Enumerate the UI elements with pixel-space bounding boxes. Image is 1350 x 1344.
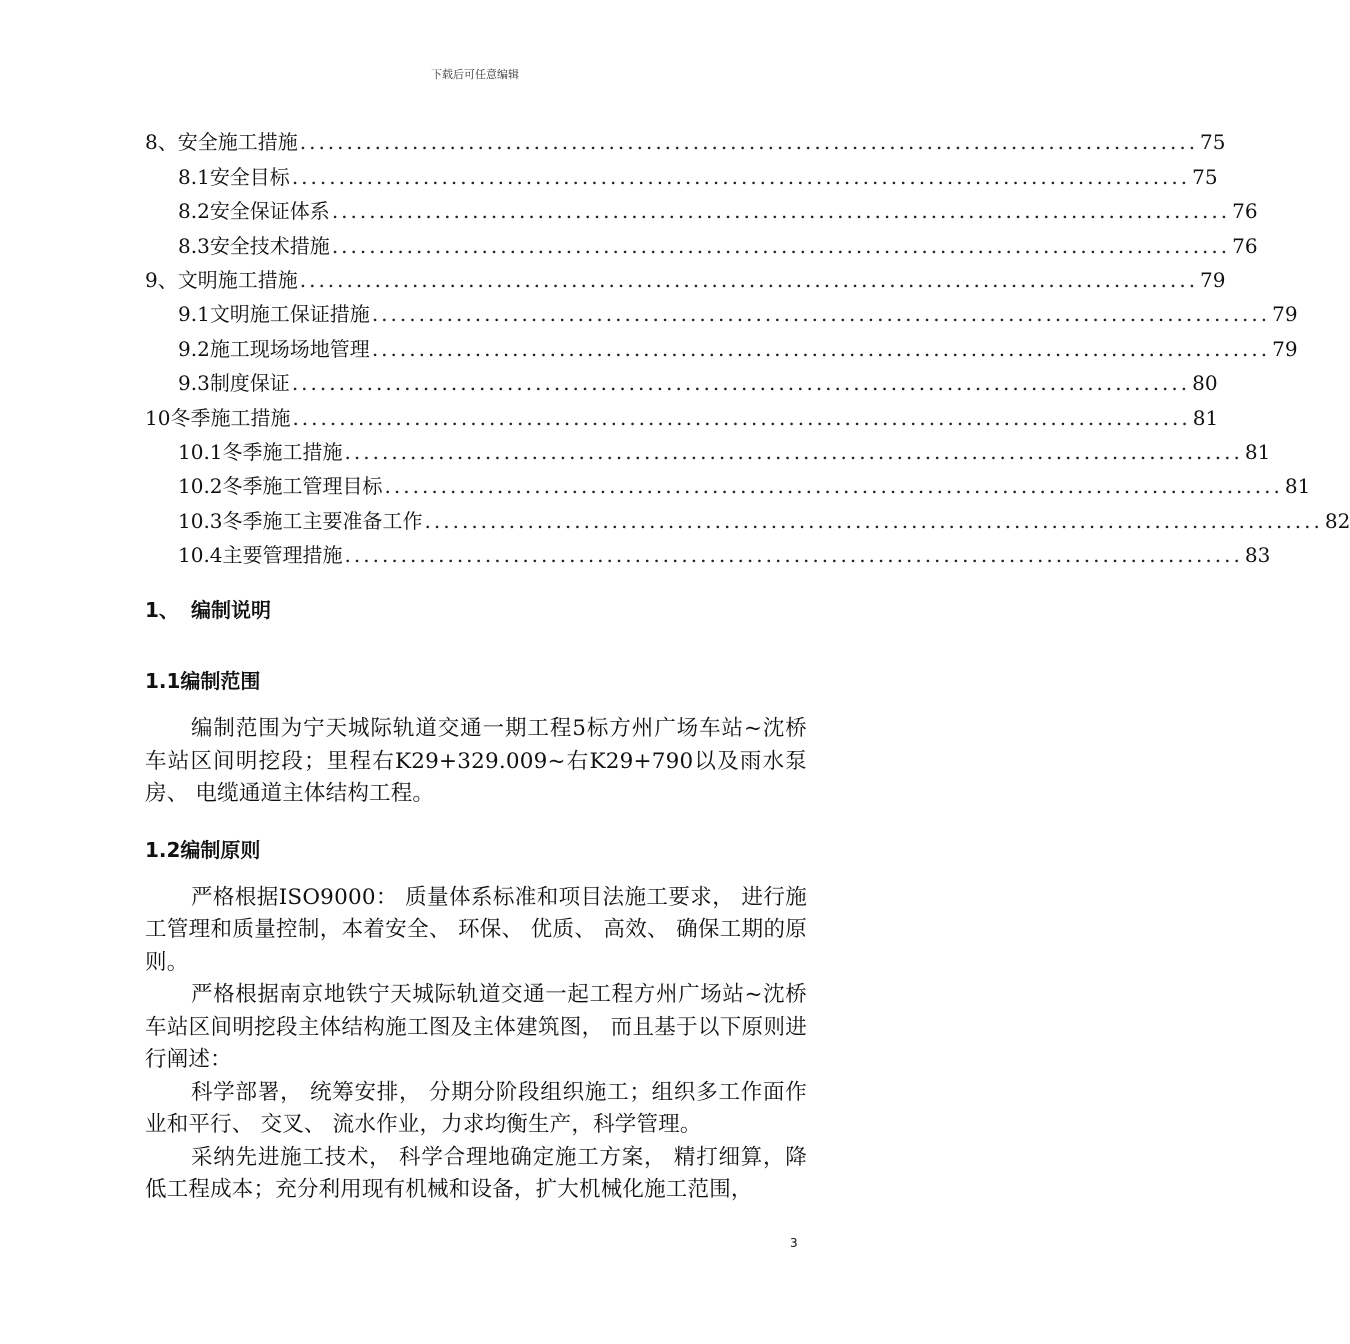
toc-entry-title: 安全保证体系 — [209, 199, 330, 224]
toc-entry-title: 文明施工保证措施 — [209, 302, 370, 327]
toc-leader-dots: ................................................................................................ — [291, 164, 1191, 189]
toc-entry-title: 主要管理措施 — [222, 543, 343, 568]
toc-entry-number: 8.1 — [178, 164, 210, 189]
toc-entry[interactable] — [145, 430, 1271, 464]
toc-entry[interactable] — [145, 498, 1350, 533]
toc-entry-page: 79 — [1200, 267, 1226, 292]
toc-entry[interactable] — [145, 464, 1311, 499]
toc-entry-number: 8.2 — [178, 199, 210, 224]
section-title: 编制说明 — [191, 598, 271, 622]
subsection-heading: 1.2编制原则 — [145, 837, 261, 862]
toc-entry[interactable] — [145, 326, 1298, 361]
paragraph: 采纳先进施工技术， 科学合理地确定施工方案， 精打细算，降低工程成本；充分利用现有机械和设备，扩大机械化施工范围， — [145, 1144, 807, 1202]
toc-entry-number: 8.3 — [178, 233, 210, 258]
toc-entry-number: 10.3 — [178, 508, 223, 533]
page-header: 下载后可任意编辑 — [431, 68, 519, 81]
toc-entry-page: 75 — [1192, 164, 1218, 189]
toc-entry-page: 79 — [1272, 336, 1298, 361]
toc-entry[interactable] — [145, 120, 1226, 155]
section-heading — [145, 596, 807, 624]
toc-leader-dots: ................................................................................................ — [299, 130, 1199, 155]
toc-entry-page: 81 — [1244, 439, 1271, 464]
paragraph: 科学部署， 统筹安排， 分期分阶段组织施工；组织多工作面作业和平行、 交叉、 流水作业，力求均衡生产，科学管理。 — [145, 1079, 807, 1137]
section-number: 1、 — [145, 598, 179, 622]
toc-entry-number: 9.3 — [178, 371, 210, 396]
document-body — [145, 596, 807, 1207]
paragraph: 编制范围为宁天城际轨道交通一期工程5标方州广场车站~沈桥车站区间明挖段；里程右K29+329.009~右K29+790以及雨水泵房、 电缆通道主体结构工程。 — [145, 716, 807, 806]
toc-entry-title: 冬季施工管理目标 — [222, 474, 383, 499]
toc-entry-title: 冬季施工措施 — [170, 405, 291, 430]
toc-entry[interactable] — [145, 258, 1226, 292]
subsection-heading: 1.1编制范围 — [145, 669, 261, 693]
toc-leader-dots: ................................................................................................ — [344, 543, 1243, 568]
toc-entry-title: 文明施工措施 — [177, 267, 298, 292]
toc-entry-title: 冬季施工主要准备工作 — [222, 508, 423, 533]
toc-entry-number: 10.1 — [178, 439, 223, 464]
toc-entry[interactable] — [145, 533, 1271, 568]
toc-entry-page: 75 — [1200, 130, 1226, 155]
toc-leader-dots: ................................................................................................ — [344, 439, 1243, 464]
toc-entry[interactable] — [145, 361, 1218, 396]
toc-entry-page: 83 — [1244, 543, 1271, 568]
toc-leader-dots: ................................................................................................ — [292, 405, 1191, 430]
toc-entry[interactable] — [145, 395, 1219, 430]
table-of-contents — [145, 120, 1350, 568]
page-number: 3 — [790, 1236, 798, 1250]
toc-entry-page: 76 — [1232, 233, 1258, 258]
toc-entry-page: 82 — [1324, 508, 1350, 533]
toc-leader-dots: ................................................................................................ — [331, 199, 1231, 224]
toc-entry-page: 76 — [1232, 199, 1258, 224]
toc-entry-number: 9.2 — [178, 336, 210, 361]
toc-entry-number: 10 — [145, 405, 171, 430]
toc-entry-page: 80 — [1192, 371, 1218, 396]
toc-entry[interactable] — [145, 154, 1218, 189]
toc-entry[interactable] — [145, 223, 1258, 258]
toc-leader-dots: ................................................................................................ — [371, 336, 1271, 361]
toc-leader-dots: ................................................................................................ — [291, 371, 1191, 396]
toc-entry-number: 10.4 — [178, 543, 223, 568]
toc-entry-page: 81 — [1192, 405, 1219, 430]
toc-entry-title: 冬季施工措施 — [222, 439, 343, 464]
paragraph: 严格根据ISO9000： 质量体系标准和项目法施工要求， 进行施工管理和质量控制，本着安全、 环保、 优质、 高效、 确保工期的原则。 — [145, 884, 807, 975]
toc-entry-number: 8、 — [145, 130, 178, 155]
toc-entry-title: 安全施工措施 — [177, 130, 298, 155]
toc-entry-page: 79 — [1272, 302, 1298, 327]
toc-entry[interactable] — [145, 292, 1298, 327]
toc-entry-number: 9.1 — [178, 302, 210, 327]
toc-entry-title: 安全目标 — [209, 164, 290, 189]
toc-entry-page: 81 — [1284, 474, 1311, 499]
toc-leader-dots: ................................................................................................ — [331, 233, 1231, 258]
toc-entry[interactable] — [145, 189, 1258, 224]
toc-entry-title: 安全技术措施 — [209, 233, 330, 258]
toc-entry-number: 10.2 — [178, 474, 223, 499]
toc-entry-title: 施工现场场地管理 — [209, 336, 370, 361]
toc-entry-number: 9、 — [145, 267, 178, 292]
toc-leader-dots: ................................................................................................ — [384, 474, 1283, 499]
paragraph: 严格根据南京地铁宁天城际轨道交通一起工程方州广场站~沈桥车站区间明挖段主体结构施工图及主体建筑图， 而且基于以下原则进行阐述： — [145, 982, 807, 1072]
toc-leader-dots: ................................................................................................ — [299, 267, 1199, 292]
toc-leader-dots: ................................................................................................ — [424, 508, 1323, 533]
toc-leader-dots: ................................................................................................ — [371, 302, 1271, 327]
toc-entry-title: 制度保证 — [209, 371, 290, 396]
